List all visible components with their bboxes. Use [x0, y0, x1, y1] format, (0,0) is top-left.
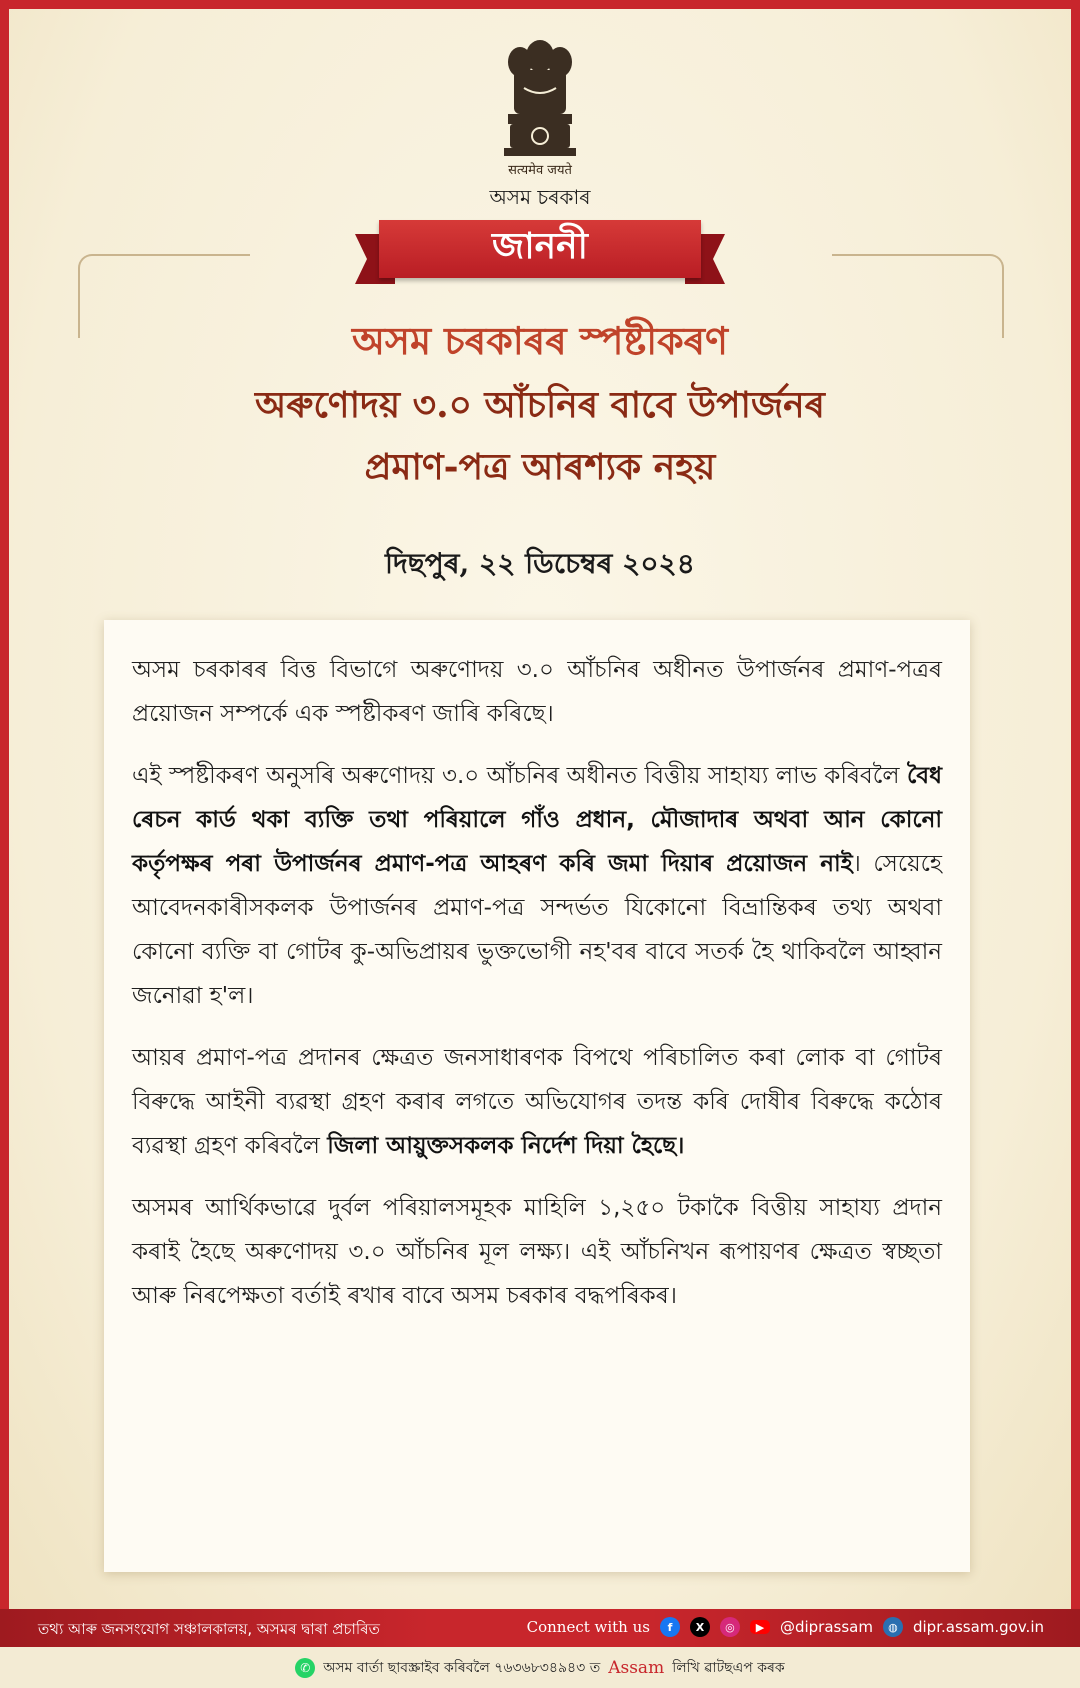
whatsapp-text-start: অসম বাৰ্তা ছাবস্ক্ৰাইব কৰিবলৈ ৭৬৩৬৮৩৪৯৪৩ ত — [323, 1659, 601, 1676]
paragraph-2 — [132, 754, 942, 1018]
notice-banner — [355, 220, 725, 286]
paragraph-4: অসমৰ আৰ্থিকভাৱে দুৰ্বল পৰিয়ালসমূহক মাহিলি ১,২৫০ টকাকৈ বিত্তীয় সাহায্য প্ৰদান কৰাই হৈছে অৰুণোদয় ৩.০ আঁচনিৰ মূল লক্ষ্য। এই আঁচনিখন ৰূপায়ণৰ ক্ষেত্ৰত স্বচ্ছতা আৰু নিৰপেক্ষতা বৰ্তাই ৰখাৰ বাবে অসম চৰকাৰ বদ্ধপৰিকৰ। — [132, 1195, 942, 1309]
paragraph-1: অসম চৰকাৰৰ বিত্ত বিভাগে অৰুণোদয় ৩.০ আঁচনিৰ অধীনত উপাৰ্জনৰ প্ৰমাণ-পত্ৰৰ প্ৰয়োজন সম্পৰ্কে এক স্পষ্টীকৰণ জাৰি কৰিছে। — [132, 657, 942, 727]
globe-icon: ◍ — [883, 1617, 903, 1637]
instagram-icon[interactable]: ◎ — [720, 1617, 740, 1637]
banner-label: জাননী — [379, 220, 701, 278]
subheadline-line1: অৰুণোদয় ৩.০ আঁচনিৰ বাবে উপাৰ্জনৰ — [255, 384, 825, 426]
website-link[interactable]: dipr.assam.gov.in — [912, 1618, 1044, 1636]
headline: অসম চৰকাৰৰ স্পষ্টীকৰণ — [351, 318, 729, 363]
whatsapp-subscribe — [0, 1647, 1080, 1688]
publisher-credit: তথ্য আৰু জনসংযোগ সঞ্চালকালয়, অসমৰ দ্বাৰা প্ৰচাৰিত — [38, 1620, 380, 1638]
paragraph-2-intro: এই স্পষ্টীকৰণ অনুসৰি অৰুণোদয় ৩.০ আঁচনিৰ অধীনত বিত্তীয় সাহায্য লাভ কৰিবলৈ — [132, 763, 907, 789]
whatsapp-text-end: লিখি ৱাটছএপ কৰক — [672, 1659, 785, 1676]
subheadline-line2: প্ৰমাণ-পত্ৰ আৰশ্যক নহয় — [364, 446, 716, 488]
dateline: দিছপুৰ, ২২ ডিচেম্বৰ ২০২৪ — [385, 547, 695, 580]
footer-bar — [0, 1609, 1080, 1647]
social-handle[interactable]: @diprassam — [779, 1618, 873, 1636]
paragraph-3-emphasis: জিলা আয়ুক্তসকলক নিৰ্দেশ দিয়া হৈছে। — [327, 1133, 685, 1159]
government-name: অসম চৰকাৰ — [489, 185, 591, 209]
x-twitter-icon[interactable]: X — [690, 1617, 710, 1637]
social-links — [527, 1617, 1044, 1637]
paragraph-3-intro: আয়ৰ প্ৰমাণ-পত্ৰ প্ৰদানৰ ক্ষেত্ৰত জনসাধাৰণক বিপথে পৰিচালিত কৰা লোক বা গোটৰ বিৰুদ্ধে আইনী ব্যৱস্থা গ্ৰহণ কৰাৰ লগতে অভিযোগৰ তদন্ত কৰি দোষীৰ বিৰুদ্ধে কঠোৰ ব্যৱস্থা গ্ৰহণ কৰিবলৈ — [132, 1045, 942, 1159]
emblem-motto: सत्यमेव जयते — [508, 163, 572, 178]
notice-body — [104, 620, 970, 1572]
paragraph-2-rest: । সেয়েহে আবেদনকাৰীসকলক উপাৰ্জনৰ প্ৰমাণ-পত্ৰ সন্দৰ্ভত যিকোনো বিভ্ৰান্তিকৰ তথ্য অথবা কোনো ব্যক্তি বা গোটৰ কু-অভিপ্ৰায়ৰ ভুক্তভোগী নহ'বৰ বাবে সতৰ্ক হৈ থাকিবলৈ আহ্বান জনোৱা হ'ল। — [132, 851, 942, 1009]
facebook-icon[interactable]: f — [660, 1617, 680, 1637]
whatsapp-keyword: Assam — [608, 1657, 665, 1678]
youtube-icon[interactable]: ▶ — [750, 1620, 770, 1634]
paragraph-3 — [132, 1036, 942, 1168]
connect-label: Connect with us — [526, 1618, 650, 1636]
paragraph-2-emphasis: বৈধ ৰেচন কাৰ্ড থকা ব্যক্তি তথা পৰিয়ালে গাঁও প্ৰধান, মৌজাদাৰ অথবা আন কোনো কৰ্তৃপক্ষৰ পৰা উপাৰ্জনৰ প্ৰমাণ-পত্ৰ আহৰণ কৰি জমা দিয়াৰ প্ৰয়োজন নাই — [132, 763, 942, 877]
ashoka-emblem-icon — [490, 26, 590, 171]
whatsapp-icon: ✆ — [295, 1658, 315, 1678]
